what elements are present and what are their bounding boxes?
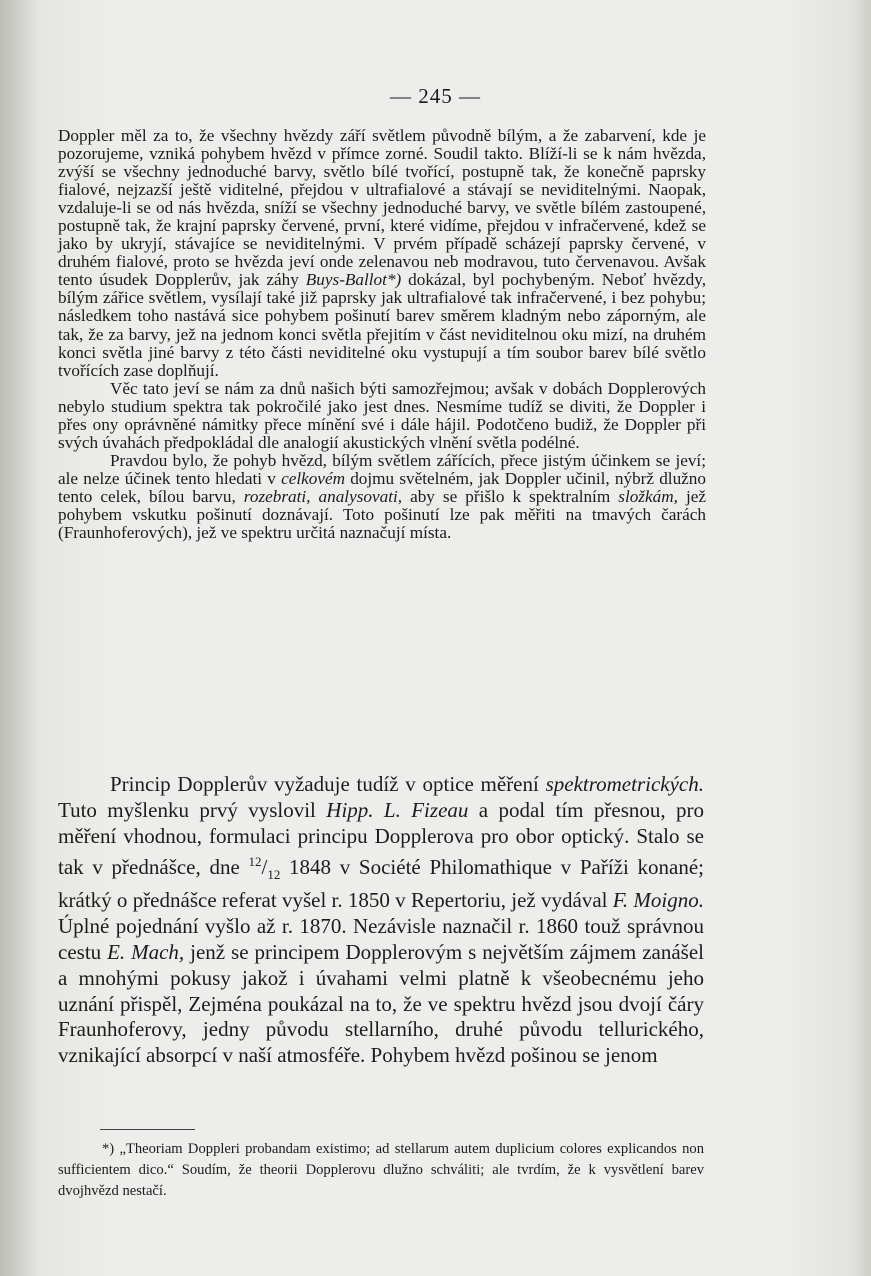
date-month: 12 xyxy=(267,867,281,883)
paragraph-doppler-theory: Doppler měl za to, že všechny hvězdy září světlem původně bílým, a že zabarvení, kde je pozorujeme, vzniká pohybem hvězd v přímce zorné. Soudil takto. Blíží-li se k nám hvězda, zvýší se všechny jednoduché barvy, světlo bílé tvořící, postupně tak, že konečně paprsky fialové, nejzazší ještě viditelné, přejdou v ultrafialové a stávají se neviditelnými. Naopak, vzdaluje-li se od nás hvězda, sníží se všechny jednoduché barvy, ve světle bílém zastoupené, postupně tak, že krajní paprsky červené, první, které vidíme, přejdou v infračervené, kdež se jako by ukryjí, stávajíce se neviditelnými. V prvém případě scházejí paprsky červené, v druhém fialové, proto se hvězda jeví onde zelenavou neb modravou, tuto červenavou. Avšak tento úsudek Dopplerův, jak záhy Buys-Ballot*) dokázal, byl pochybeným. Neboť hvězdy, bílým zářice světlem, vysílají také již paprsky jak ultrafialové tak infračervené, i bez pohybu; následkem toho nastává sice pohybem pošinutí barev směrem kladným nebo záporným, ale tak, že za barvy, jež na jednom konci světla přejitím v část neviditelnou oku mizí, na druhém konci světla jiné barvy z této části neviditelné oku vystupují a tím soubor barev bílé světlo tvořících zase doplňují. xyxy=(58,126,706,380)
footnote: *) „Theoriam Doppleri probandam existimo; ad stellarum autem duplicium colores explicandos non sufficientem dico.“ Soudím, že theorii Dopplerovu dlužno schváliti; ale tvrdím, že k vysvětlení barev dvojhvězd nestačí. xyxy=(58,1141,704,1199)
paragraph-principle: Princip Dopplerův vyžaduje tudíž v optice měření spektrometrických. Tuto myšlenku prvý vyslovil Hipp. L. Fizeau a podal tím přesnou, pro měření vhodnou, formulaci principu Dopplerova pro obor optický. Stalo se tak v přednášce, dne $^{12}/_{12}$ 1848 v Société Philomathique v Paříži konané; krátký o přednášce referat vyšel r. 1850 v Repertoriu, jež vydával F. Moigno. Úplné pojednání vyšlo až r. 1870. Nezávisle naznačil r. 1860 touž správnou cestu E. Mach, jenž se principem Dopplerovým s největším zájmem zanášel a mnohými pokusy jakož i úvahami velmi platně k všeobecnému jeho uznání přispěl, Zejména poukázal na to, že ve spektru hvězd jsou dvojí čáry Fraunhoferovy, jedny původu stellarního, druhé původu tellurického, vznikající absorpcí v naší atmosféře. Pohybem hvězd pošinou se jenom xyxy=(58,772,705,1068)
paragraph-truth: Pravdou bylo, že pohyb hvězd, bílým světlem zářících, přece jistým účinkem se jeví; ale nelze účinek tento hledati v celkovém dojmu světelném, jak Doppler učinil, nýbrž dlužno tento celek, bílou barvu, rozebrati, analysovati, aby se přišlo k spektralním složkám, jež pohybem vskutku pošinutí doznávají. Toto pošinutí lze pak měřiti na tmavých čarách (Fraunhoferových), jež ve spektru určitá naznačují místa. xyxy=(58,450,707,543)
author-name: Buys-Ballot*) xyxy=(305,270,402,290)
large-print-body xyxy=(58,772,704,1069)
date-day: 12 xyxy=(248,854,262,870)
footnote-divider xyxy=(100,1129,195,1130)
paragraph-self-evident: Věc tato jeví se nám za dnů našich býti samozřejmou; avšak v dobách Dopplerových nebylo studium spektra tak pokročilé jako jest dnes. Nesmíme tudíž se diviti, že Doppler i přes ony oprávněné námitky přece mínění své i dále hájil. Podotčeno budiž, že Doppler při svých úvahách předpokládal dle analogií akustických vlnění světla podélné. xyxy=(58,378,706,452)
small-print-body xyxy=(58,127,706,542)
page-number: — 245 — xyxy=(390,84,481,108)
